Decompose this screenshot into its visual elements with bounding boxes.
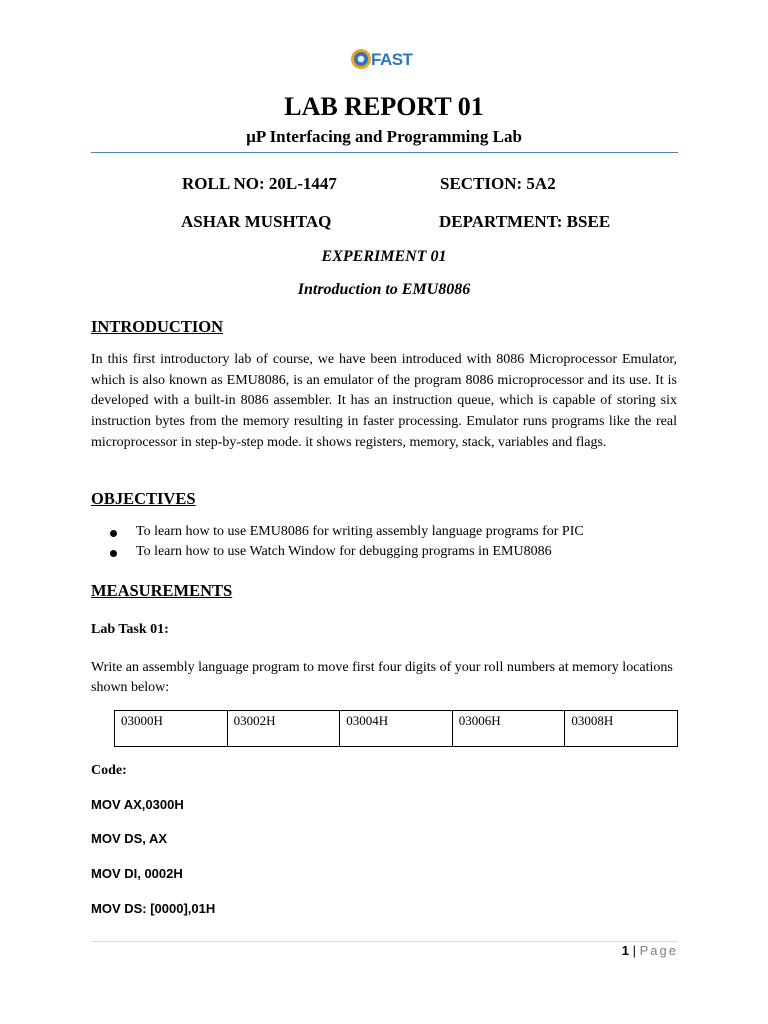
code-line: MOV DS, AX: [91, 831, 168, 846]
page-number: 1: [621, 943, 629, 958]
table-cell: 03002H: [227, 711, 340, 747]
department: DEPARTMENT: BSEE: [439, 212, 611, 231]
objectives-heading: OBJECTIVES: [91, 489, 196, 508]
section: SECTION: 5A2: [440, 174, 556, 193]
title-divider: [91, 152, 678, 153]
page-footer: [622, 943, 678, 958]
table-cell: 03004H: [340, 711, 453, 747]
page-word: Page: [639, 943, 678, 958]
memory-address-table: [114, 710, 678, 747]
code-line: MOV DS: [0000],01H: [91, 901, 216, 916]
bullet-icon: [110, 550, 117, 557]
fast-logo-text: FAST: [371, 50, 413, 69]
table-row: [115, 711, 678, 747]
measurements-heading: MEASUREMENTS: [91, 581, 233, 600]
lab-task-description: Write an assembly language program to move first four digits of your roll numbers at memory locations shown below:: [91, 660, 673, 695]
student-name: ASHAR MUSHTAQ: [181, 212, 332, 231]
introduction-paragraph: In this first introductory lab of course, we have been introduced with 8086 Microprocessor Emulator, which is also known as EMU8086, is an emulator of the program 8086 microprocessor and its use. It is developed with a built-in 8086 assembler. It has an instruction queue, which is capable of storing six instruction bytes from the memory resulting in faster processing. Emulator runs programs like the real microprocessor in step-by-step mode. it shows registers, memory, stack, variables and flags.: [91, 352, 677, 450]
fast-logo-emblem-icon: [350, 48, 372, 70]
lab-task-label: Lab Task 01:: [91, 622, 169, 637]
fast-logo: [350, 48, 420, 74]
footer-divider: [91, 941, 678, 942]
document-page: FAST LAB REPORT 01 µP Interfacing and Programming Lab ROLL NO: 20L-1447 SECTION: 5A2 ASHAR MUSHTAQ DEPARTMENT: BSEE EXPERIMENT 01 Introduction to EMU8086 INTRODUCTION In this first introductory lab of course, we have been introduced with 8086 Microprocessor Emulator, which is also known as EMU8086, is an emulator of the program 8086 microprocessor and its use. It is developed with a built-in 8086 assembler. It has an instruction queue, which is capable of storing six instruction bytes from the memory resulting in faster processing. Emulator runs programs like the real microprocessor in step-by-step mode. it shows registers, memory, stack, variables and flags. OBJECTIVES To learn how to use EMU8086 for writing assembly language programs for PIC To learn how to use Watch Window for debugging programs in EMU8086 MEASUREMENTS Lab Task 01: Write an assembly language program to move first four digits of your roll numbers at memory locations shown below: 03000H 03002H 03004H 03006H 03008H Code: MOV AX,0300H MOV DS, AX MOV DI, 0002H MOV DS: [0000],01H 1 | Page: [0, 0, 768, 1024]
bullet-icon: [110, 530, 117, 537]
table-cell: 03000H: [115, 711, 228, 747]
table-cell: 03006H: [452, 711, 565, 747]
table-cell: 03008H: [565, 711, 678, 747]
code-line: MOV DI, 0002H: [91, 866, 183, 881]
footer-separator: |: [632, 943, 636, 958]
code-line: MOV AX,0300H: [91, 797, 184, 812]
report-title: LAB REPORT 01: [284, 92, 484, 121]
code-label: Code:: [91, 763, 127, 778]
experiment-title: Introduction to EMU8086: [297, 281, 471, 298]
course-subtitle: µP Interfacing and Programming Lab: [246, 127, 522, 146]
introduction-heading: INTRODUCTION: [91, 317, 224, 336]
experiment-number: EXPERIMENT 01: [321, 248, 447, 265]
roll-number: ROLL NO: 20L-1447: [182, 174, 337, 193]
